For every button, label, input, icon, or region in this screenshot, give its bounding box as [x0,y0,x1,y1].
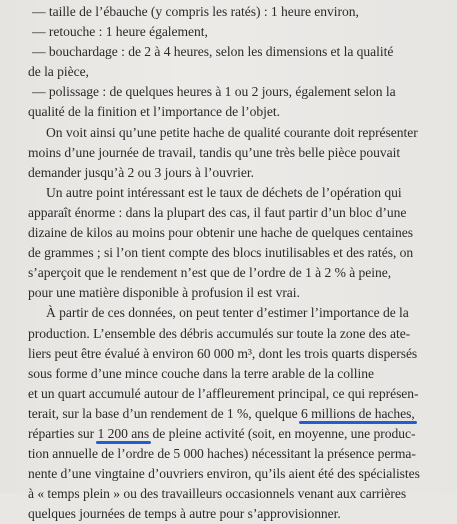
text-line: pour une matière disponible à profusion il est vrai. [28,285,300,301]
text-line: production. L’ensemble des débris accumulés sur toute la zone des ate- [28,325,411,341]
body-text [28,2,448,524]
text-line: liers peut être évalué à environ 60 000 m³, dont les trois quarts dispersés [28,345,418,361]
text-line: s’aperçoit que le rendement n’est que de l’ordre de 1 à 2 % à peine, [28,265,392,281]
text-line: qualité de la finition et l’importance de l’objet. [28,104,280,120]
text-segment: réparties sur [28,425,98,441]
text-line: de grammes ; si l’on tient compte des blocs inutilisables et des ratés, on [28,245,414,261]
underlined-phrase: 1 200 ans [97,425,150,441]
text-line: moins d’une journée de travail, tandis qu’une très belle pièce pouvait [28,144,401,160]
text-line: Un autre point intéressant est le taux de déchets de l’opération qui [46,184,402,200]
text-line: nente d’une vingtaine d’ouvriers environ, qu’ils aient été des spécialistes [28,466,420,482]
text-line: tion annuelle de l’ordre de 5 000 haches) nécessitant la présence perma- [28,446,416,462]
text-line: demander jusqu’à 2 ou 3 jours à l’ouvrier. [28,164,254,180]
text-segment: terait, sur la base d’un rendement de 1 %, quelque [28,405,302,421]
text-line: — taille de l’ébauche (y compris les ratés) : 1 heure environ, [32,4,359,19]
text-line [28,424,448,444]
text-line: apparaît énorme : dans la plupart des cas, il faut partir d’un bloc d’une [28,204,407,220]
underlined-phrase: 6 millions de haches, [301,405,415,421]
text-line: — bouchardage : de 2 à 4 heures, selon les dimensions et la qualité [32,44,394,60]
text-line: de la pièce, [28,64,89,80]
text-segment: de pleine activité (soit, en moyenne, une produc- [149,425,416,441]
text-line: — retouche : 1 heure également, [32,24,208,40]
text-line [28,404,448,424]
text-line: quelques journées de temps à autre pour s’approvisionner. [28,506,341,522]
text-line: et un quart accumulé autour de l’affleurement principal, ce qui représen- [28,385,419,401]
text-line: — polissage : de quelques heures à 1 ou 2 jours, également selon la [32,84,396,100]
text-line: dizaine de kilos au moins pour obtenir une hache de quelques centaines [28,225,413,241]
text-line: À partir de ces données, on peut tenter d’estimer l’importance de la [46,305,409,321]
text-line: On voit ainsi qu’une petite hache de qualité courante doit représenter [46,124,418,140]
text-line: sous forme d’une mince couche dans la terre arable de la colline [28,365,374,381]
text-line: à « temps plein » ou des travailleurs occasionnels venant aux carrières [28,486,407,502]
